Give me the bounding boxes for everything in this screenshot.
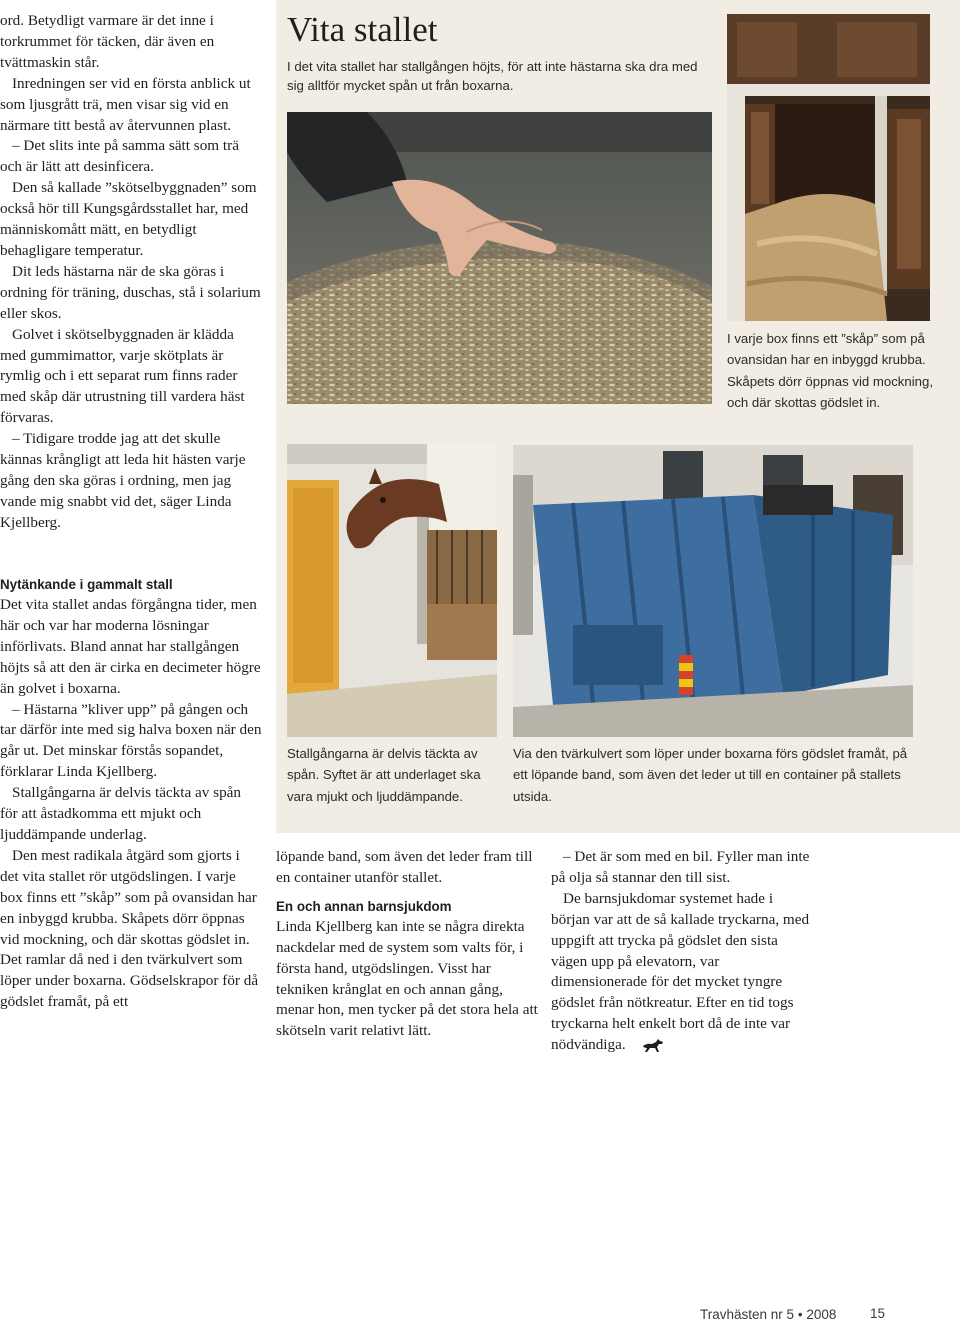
photo-box-cabinet (727, 14, 930, 321)
horse-end-mark-icon (629, 1037, 665, 1060)
body-paragraph: löpande band, som även det leder fram till en container utanför stallet. (276, 848, 533, 886)
section-subheading: Nytänkande i gammalt stall (0, 577, 173, 592)
sidebar-intro: I det vita stallet har stallgången höjts, för att inte hästarna ska dra med sig alltför mycket spån ut från boxarna. (287, 59, 698, 93)
body-paragraph: ord. Betydligt varmare är det inne i torkrummet för täcken, där även en tvättmaskin står. (0, 12, 215, 71)
left-column-top (0, 11, 262, 534)
body-paragraph: – Det slits inte på samma sätt som trä och är lätt att desinficera. (0, 137, 239, 176)
left-column-bottom (0, 575, 262, 1013)
body-paragraph: Dit leds hästarna när de ska göras i ordning för träning, duschas, stå i solarium eller skos. (0, 262, 261, 322)
body-paragraph: Stallgångarna är delvis täckta av spån för att åstadkomma ett mjukt och ljuddämpande underlag. (0, 784, 241, 843)
body-paragraph: Den så kallade ”skötselbyggnaden” som också hör till Kungsgårdsstallet har, med människomått mätt, en betydligt behagligare temperatur. (0, 179, 257, 259)
magazine-name: Travhästen nr 5 (700, 1307, 795, 1322)
body-paragraph: – Hästarna ”kliver upp” på gången och tar därför inte med sig halva boxen när den går ut. Det minskar förstås sopandet, förklarar Linda Kjellberg. (0, 700, 262, 781)
photo-container (513, 445, 913, 737)
body-paragraph-text: De barnsjukdomar systemet hade i början var att de så kallade tryckarna, med uppgift att trycka på gödslet den sista vägen upp på elevatorn, var dimensionerade för det mycket tyngre gödslet från nötkreatur. Efter en tid togs tryckarna helt enkelt bort då de inte var nödvändiga. (551, 889, 810, 1054)
sidebar-title: Vita stallet (287, 10, 438, 49)
page-number: 15 (870, 1306, 886, 1321)
photo-horse (287, 444, 497, 737)
caption-box-cabinet: I varje box finns ett ”skåp” som på ovansidan har en inbyggd krubba. Skåpets dörr öppnas vid mockning, och där skottas gödslet in. (727, 331, 933, 410)
middle-column (276, 847, 538, 1042)
body-paragraph (551, 889, 813, 1060)
photo-shavings (287, 112, 712, 404)
caption-horse: Stallgångarna är delvis täckta av spån. Syftet är att underlaget ska vara mjukt och ljuddämpande. (287, 746, 481, 804)
footer-separator: • (797, 1307, 803, 1322)
body-paragraph: Golvet i skötselbyggnaden är klädda med gummimattor, varje skötplats är rymlig och i ett separat rum finns rader med skåp där utrustning till vardera häst förvaras. (0, 325, 245, 427)
body-paragraph: Linda Kjellberg kan inte se några direkta nackdelar med de system som valts för, i första hand, utgödslingen. Visst har tekniken krånglat en och annan gång, menar hon, men tycker på det stora hela att skötseln varit relativt lätt. (276, 917, 538, 1040)
caption-container: Via den tvärkulvert som löper under boxarna förs gödslet framåt, på ett löpande band, som även det leder ut till en container på stallets utsida. (513, 746, 908, 804)
body-paragraph: Det vita stallet andas förgångna tider, men här och var har moderna lösningar införlivats. Bland annat har stallgången höjts så att den är cirka en decimeter högre än golvet i boxarna. (0, 596, 261, 697)
right-column (551, 847, 813, 1060)
body-paragraph: – Tidigare trodde jag att det skulle kännas krångligt att leda hit hästen varje gång den ska göras i ordning, men jag vande mig snabbt vid det, säger Linda Kjellberg. (0, 430, 246, 531)
section-subheading: En och annan barnsjukdom (276, 898, 452, 914)
issue-year: 2008 (806, 1307, 837, 1322)
body-paragraph: – Det är som med en bil. Fyller man inte på olja så stannar den till sist. (551, 848, 810, 886)
body-paragraph: Inredningen ser vid en första anblick ut som ljusgrått trä, men visar sig vid en närmare titt bestå av återvunnen plast. (0, 74, 251, 134)
body-paragraph: Den mest radikala åtgärd som gjorts i det vita stallet rör utgödslingen. I varje box finns ett ”skåp” som på ovansidan har en inbyggd krubba. Skåpets dörr öppnas vid mockning, och där skottas gödslet in. Det ramlar då ned i den tvärkulvert som löper under boxarna. Gödselskrapor för då gödslet framåt, på ett (0, 846, 259, 1011)
